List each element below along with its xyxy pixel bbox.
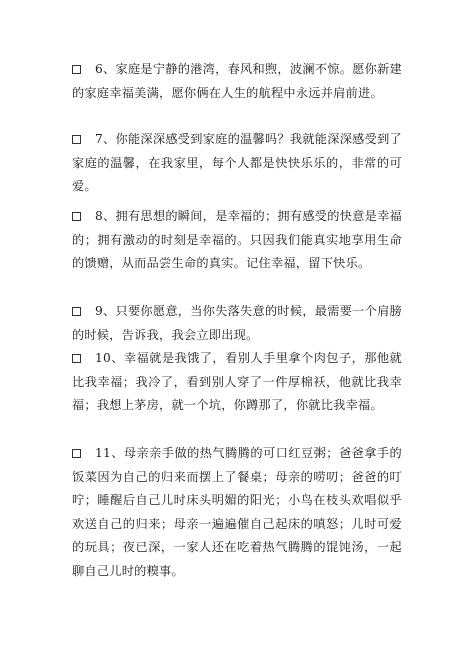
checkbox-icon: [72, 449, 81, 458]
list-item: [72, 300, 402, 347]
entry-text: 10、幸福就是我饿了，看别人手里拿个肉包子，那他就比我幸福；我冷了，看到别人穿了一件厚棉袄，他就比我幸福；我想上茅房，就一个坑，你蹲那了，你就比我幸福。: [72, 351, 402, 412]
checkbox-icon: [72, 307, 81, 316]
entry-text: 8、拥有思想的瞬间，是幸福的；拥有感受的快意是幸福的；拥有激动的时刻是幸福的。只因我们能真实地享用生命的馈赠，从而品尝生命的真实。记住幸福，留下快乐。: [72, 209, 402, 270]
list-item: [72, 128, 402, 199]
list-item: [72, 442, 402, 583]
entry-text: 9、只要你愿意，当你失落失意的时候，最需要一个肩膀的时候，告诉我，我会立即出现。: [72, 304, 402, 342]
entry-text: 7、你能深深感受到家庭的温馨吗？我就能深深感受到了家庭的温馨，在我家里，每个人都是快快乐乐的，非常的可爱。: [72, 132, 402, 193]
checkbox-icon: [72, 354, 81, 363]
entry-text: 11、母亲亲手做的热气腾腾的可口红豆粥；爸爸拿手的饭菜因为自己的归来而摆上了餐桌；母亲的唠叨；爸爸的叮咛；睡醒后自己儿时床头明媚的阳光；小鸟在枝头欢唱似乎欢送自己的归来；母亲一遍遍催自己起床的嗔怒；儿时可爱的玩具；夜已深，一家人还在吃着热气腾腾的馄饨汤，一起聊自己儿时的糗事。: [72, 446, 402, 578]
checkbox-icon: [72, 135, 81, 144]
list-item: [72, 58, 402, 105]
checkbox-icon: [72, 212, 81, 221]
list-item: [72, 205, 402, 276]
list-item: [72, 347, 402, 418]
entry-text: 6、家庭是宁静的港湾，春风和煦，波澜不惊。愿你新建的家庭幸福美满，愿你俩在人生的航程中永远并肩前进。: [72, 62, 402, 100]
checkbox-icon: [72, 65, 81, 74]
